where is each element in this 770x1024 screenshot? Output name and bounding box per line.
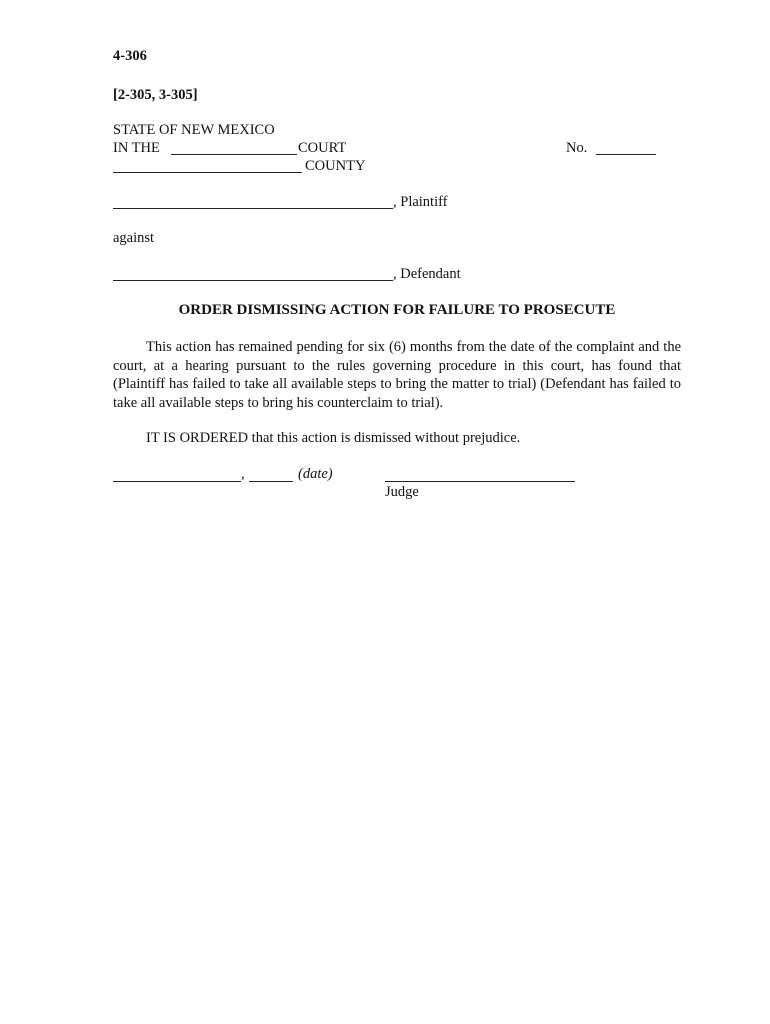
defendant-label: , Defendant (393, 266, 461, 282)
date-month-day-blank[interactable] (113, 481, 241, 482)
plaintiff-name-blank[interactable] (113, 208, 393, 209)
county-name-blank[interactable] (113, 172, 302, 173)
defendant-name-blank[interactable] (113, 280, 393, 281)
case-number-blank[interactable] (596, 154, 656, 155)
date-comma: , (241, 466, 245, 482)
order-title: ORDER DISMISSING ACTION FOR FAILURE TO PROSECUTE (178, 302, 616, 318)
plaintiff-label: , Plaintiff (393, 194, 448, 210)
date-label: (date) (298, 466, 333, 482)
county-label: COUNTY (305, 158, 366, 174)
state-caption: STATE OF NEW MEXICO (113, 122, 275, 138)
form-number: 4-306 (113, 48, 147, 64)
judge-signature-blank[interactable] (385, 481, 575, 482)
in-the-label: IN THE (113, 140, 160, 156)
date-year-blank[interactable] (249, 481, 293, 482)
judge-label: Judge (385, 484, 419, 500)
case-number-label: No. (566, 140, 588, 156)
body-paragraph-text: This action has remained pending for six (6) months from the date of the complaint and the court, at a hearing pursuant to the rules governing procedure in this court, has found that (Plaintiff has failed to take all available steps to bring the matter to trial) (Defendant has failed to take all available steps to bring his counterclaim to trial). (113, 339, 681, 411)
court-label: COURT (298, 140, 347, 156)
related-rules: [2-305, 3-305] (113, 87, 198, 103)
against-label: against (113, 230, 155, 246)
court-name-blank[interactable] (171, 154, 297, 155)
order-statement: IT IS ORDERED that this action is dismissed without prejudice. (146, 430, 521, 446)
body-paragraph (113, 338, 681, 412)
